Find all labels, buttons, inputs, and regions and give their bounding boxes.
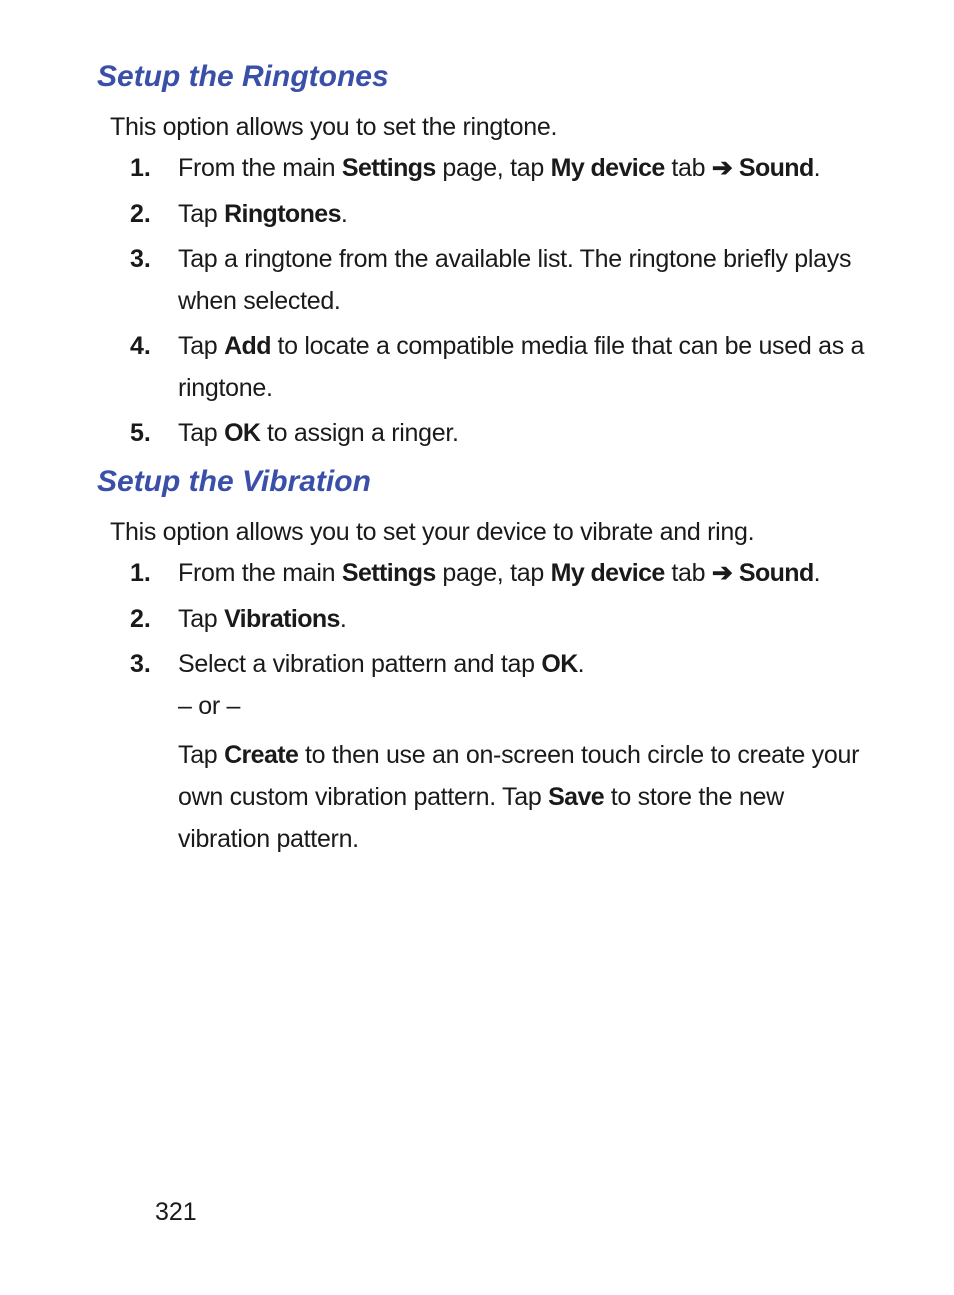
section-intro-ringtones: This option allows you to set the ringtone. (110, 113, 558, 141)
text-run: tab (664, 559, 712, 587)
text-run: tab (664, 154, 712, 182)
emphasis-term: ➔ (711, 154, 733, 182)
emphasis-term: Settings (341, 559, 436, 587)
section-title-ringtones: Setup the Ringtones (97, 60, 389, 93)
text-run: Tap (178, 200, 225, 228)
step-text (178, 598, 878, 640)
step-number: 1. (130, 154, 151, 182)
step-number: 1. (130, 559, 151, 587)
emphasis-term: Create (224, 741, 299, 769)
text-run: . (577, 650, 585, 678)
text-run: From the main (178, 559, 342, 587)
text-run: . (339, 605, 347, 633)
emphasis-term: Ringtones (224, 200, 341, 228)
step-text (178, 238, 878, 322)
emphasis-term: Vibrations (224, 605, 340, 633)
emphasis-term: My device (550, 154, 665, 182)
text-run: to assign a ringer. (260, 419, 459, 447)
section-title-vibration: Setup the Vibration (97, 465, 371, 498)
text-run: . (813, 559, 821, 587)
emphasis-term: OK (541, 650, 578, 678)
step-number: 2. (130, 200, 151, 228)
text-run: to store the new vibration pattern. (178, 783, 784, 853)
text-run: page, tap (435, 154, 551, 182)
text-run: Tap (178, 741, 225, 769)
text-run: Tap a ringtone from the available list. The ringtone briefly plays when selected. (178, 245, 852, 315)
emphasis-term: Settings (341, 154, 436, 182)
emphasis-term: Sound (738, 559, 814, 587)
step-number: 4. (130, 332, 151, 360)
emphasis-term: Save (548, 783, 605, 811)
step-text (178, 325, 878, 409)
step-text (178, 193, 878, 235)
page-number: 321 (155, 1198, 197, 1226)
step-number: 3. (130, 245, 151, 273)
text-run: Tap (178, 332, 225, 360)
step-text (178, 412, 878, 454)
emphasis-term: OK (224, 419, 261, 447)
emphasis-term: My device (550, 559, 665, 587)
text-run: Select a vibration pattern and tap (178, 650, 542, 678)
text-run: to then use an on-screen touch circle to create your own custom vibration pattern. Tap (178, 741, 860, 811)
text-run: page, tap (435, 559, 551, 587)
emphasis-term: Sound (738, 154, 814, 182)
step-number: 2. (130, 605, 151, 633)
text-run: . (813, 154, 821, 182)
step-text (178, 147, 878, 189)
or-separator: – or – (178, 692, 241, 720)
step-text (178, 643, 878, 685)
text-run: From the main (178, 154, 342, 182)
section-intro-vibration: This option allows you to set your device to vibrate and ring. (110, 518, 755, 546)
text-run (732, 559, 739, 587)
step-number: 5. (130, 419, 151, 447)
emphasis-term: ➔ (711, 559, 733, 587)
text-run: Tap (178, 605, 225, 633)
alternative-step-text (178, 734, 878, 860)
emphasis-term: Add (224, 332, 271, 360)
text-run: . (340, 200, 348, 228)
step-text (178, 552, 878, 594)
text-run: to locate a compatible media file that can be used as a ringtone. (178, 332, 865, 402)
text-run (732, 154, 739, 182)
text-run: Tap (178, 419, 225, 447)
step-number: 3. (130, 650, 151, 678)
